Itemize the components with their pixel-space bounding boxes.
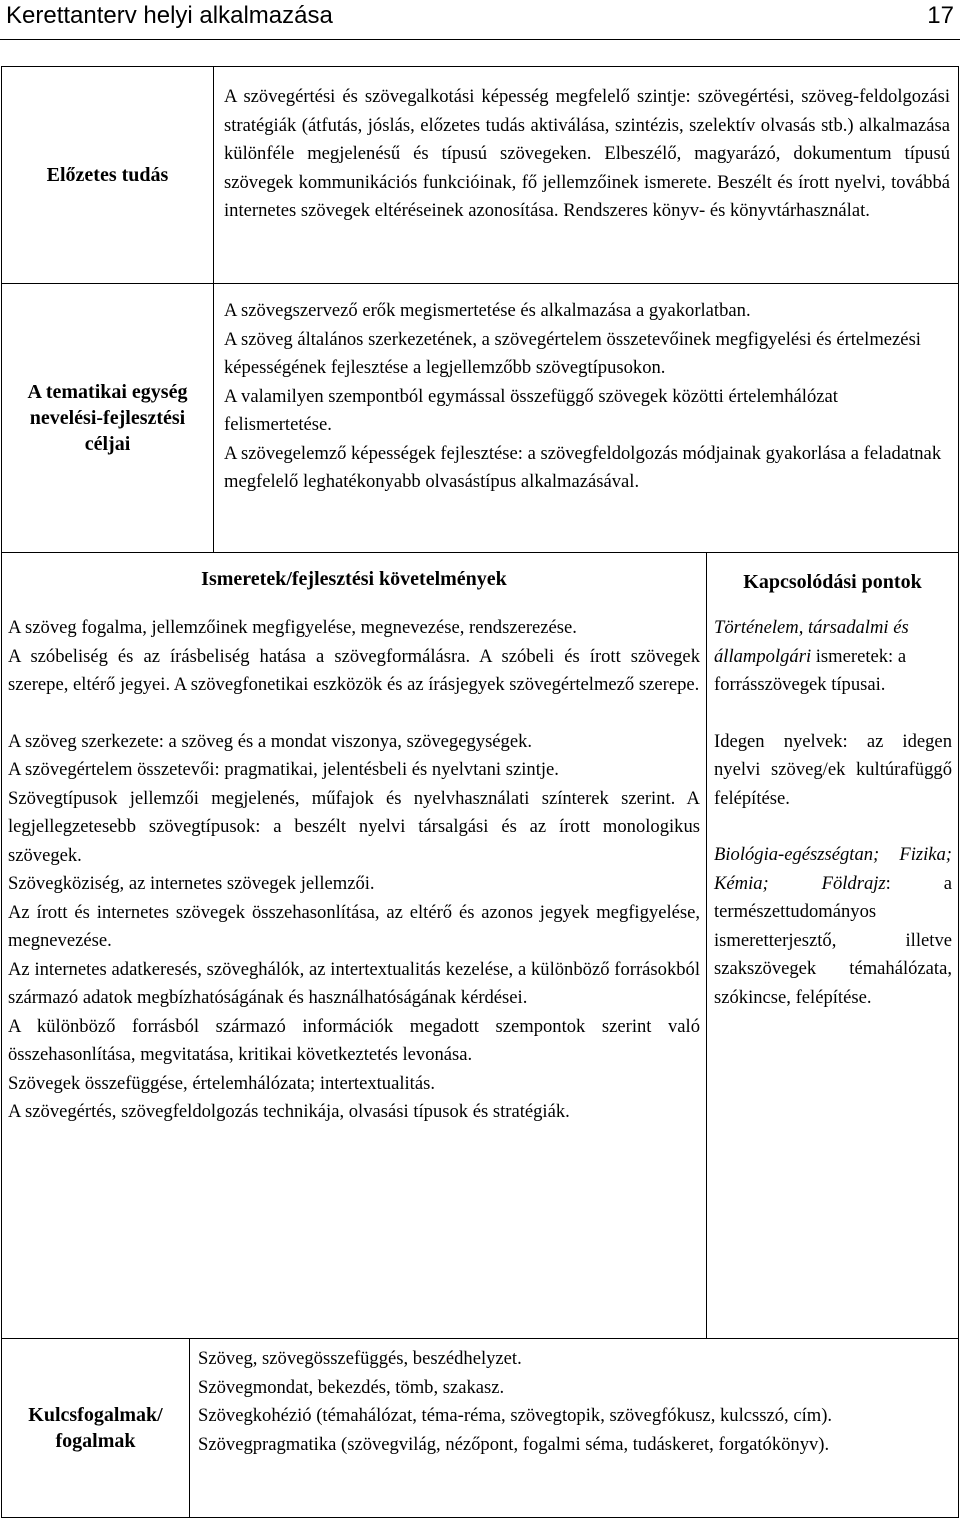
goals-text xyxy=(224,297,950,497)
spacer xyxy=(8,700,700,728)
divider-label-column xyxy=(213,66,214,552)
connection-history xyxy=(714,614,952,700)
key-concept-line: Szöveg, szövegösszefüggés, beszédhelyzet. xyxy=(198,1348,522,1369)
document-title: Kerettanterv helyi alkalmazása xyxy=(6,2,333,29)
requirement-item: Szövegtípusok jellemzői megjelenés, műfajok és nyelvhasználati színterek szerint. A legjellegzetesebb szövegtípusok: a beszélt nyelvi társalgási és az írott monologikus szövegek. xyxy=(8,787,700,866)
divider-connections-column xyxy=(706,552,707,1338)
page-header xyxy=(0,0,960,40)
page-number: 17 xyxy=(927,2,954,29)
requirement-item: A szóbeliség és az írásbeliség hatása a szövegformálásra. A szóbeli és írott szövegek szerepe, eltérő jegyei. A szövegfonetikai eszközök és az írásjegyek szövegértelmező szerepe. xyxy=(8,645,700,695)
goals-paragraph-4: A szövegelemző képességek fejlesztése: a szövegfeldolgozás módjainak gyakorlása a feladatnak megfelelő leghatékonyabb olvasástípus alkalmazásával. xyxy=(224,442,942,492)
divider-row-2 xyxy=(1,552,959,553)
prior-knowledge-paragraph: A szövegértési és szövegalkotási képesség megfelelő szintje: szövegértési, szöveg-feldolgozási stratégiák (átfutás, jóslás, előzetes tudás aktiválása, szintézis, szelektív olvasás stb.) alkalmazása különféle megjelenésű és típusú szövegeken. Elbeszélő, magyarázó, dokumentum típusú szövegek kommunikációs funkcióinak, fő jellemzőinek ismerete. Beszélt és írott nyelvi, továbbá internetes szövegek eltéréseinek azonosítása. Rendszeres könyv- és könyvtárhasználat. xyxy=(224,86,950,221)
requirement-item: Az internetes adatkeresés, szöveghálók, az intertextualitás kezelése, a különböző forrásokból származó adatok megbízhatóságának és használhatóságának kérdései. xyxy=(8,958,700,1008)
key-concept-line: Szövegkohézió (témahálózat, téma-réma, szövegtopik, szövegfókusz, kulcsszó, cím). xyxy=(198,1405,833,1426)
prior-knowledge-text xyxy=(224,83,950,226)
requirements-heading: Ismeretek/fejlesztési követelmények xyxy=(201,568,507,590)
goals-paragraph-3: A valamilyen szempontból egymással összefüggő szövegek közötti értelemhálózat felismertetése. xyxy=(224,385,838,435)
connection-science-colon: : xyxy=(885,872,891,894)
goals-label-text: A tematikai egység nevelési-fejlesztési céljai xyxy=(27,381,188,455)
requirement-item: Szövegköziség, az internetes szövegek jellemzői. xyxy=(8,873,375,894)
connection-history-subject: Történelem, társadalmi és állampolgári xyxy=(714,617,909,667)
connection-science-subjects: Biológia-egészségtan; Fizika; Kémia; Földrajz xyxy=(714,844,952,894)
requirements-text xyxy=(8,614,700,1127)
key-concepts-label xyxy=(2,1339,189,1517)
requirement-item: Az írott és internetes szövegek összehasonlítása, az eltérő és azonos jegyek megfigyelése, megnevezése. xyxy=(8,901,700,951)
connections-text xyxy=(714,614,952,1012)
prior-knowledge-label-text: Előzetes tudás xyxy=(46,164,169,186)
connection-science xyxy=(714,841,952,1012)
key-concept-line: Szövegmondat, bekezdés, tömb, szakasz. xyxy=(198,1376,505,1398)
requirement-item: A különböző forrásból származó információk megadott szempontok szerint való összehasonlítása, megvitatása, kritikai következtetés levonása. xyxy=(8,1015,700,1065)
spacer xyxy=(714,700,952,728)
requirement-item: A szövegértés, szövegfeldolgozás technikája, olvasási típusok és stratégiák. xyxy=(8,1101,570,1122)
spacer xyxy=(714,813,952,841)
requirement-item: Szövegek összefüggése, értelemhálózata; intertextualitás. xyxy=(8,1072,435,1094)
key-concept-line: Szövegpragmatika (szövegvilág, nézőpont, fogalmi séma, tudáskeret, forgatókönyv). xyxy=(198,1433,830,1455)
goals-paragraph-2: A szöveg általános szerkezetének, a szövegértelem összetevőinek megfigyelési és értelmezési képességének fejlesztése a legjellemzőbb szövegtípusokon. xyxy=(224,328,921,378)
requirement-item: A szöveg szerkezete: a szöveg és a mondat viszonya, szövegegységek. xyxy=(8,730,533,752)
connection-science-detail: a természettudományos ismeretterjesztő, illetve szakszövegek témahálózata, szókincse, felépítése. xyxy=(714,872,952,1008)
prior-knowledge-label xyxy=(2,67,213,283)
connection-history-detail: ismeretek: a forrásszövegek típusai. xyxy=(714,645,907,695)
requirement-item: A szövegértelem összetevői: pragmatikai, jelentésbeli és nyelvtani szintje. xyxy=(8,759,559,780)
goals-label xyxy=(2,284,213,552)
key-concepts-label-text: Kulcsfogalmak/ fogalmak xyxy=(28,1404,163,1452)
requirement-item: A szöveg fogalma, jellemzőinek megfigyelése, megnevezése, rendszerezése. xyxy=(8,617,577,638)
goals-paragraph-1: A szövegszervező erők megismertetése és alkalmazása a gyakorlatban. xyxy=(224,300,751,321)
divider-concepts-column xyxy=(189,1338,190,1518)
connection-languages: Idegen nyelvek: az idegen nyelvi szöveg/ek kultúrafüggő felépítése. xyxy=(714,730,952,809)
connections-heading: Kapcsolódási pontok xyxy=(743,571,922,593)
key-concepts-text xyxy=(198,1345,950,1459)
